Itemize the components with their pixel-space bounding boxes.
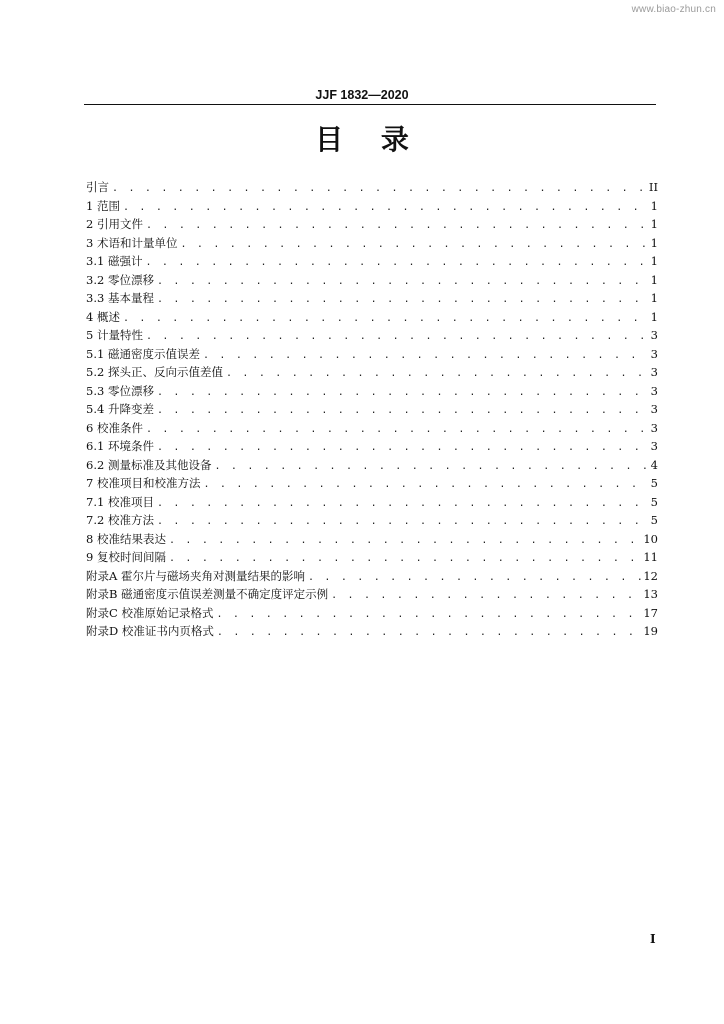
toc-dot-leader <box>214 458 648 477</box>
toc-entry[interactable] <box>86 622 658 641</box>
toc-entry-label: 1 范围 <box>86 198 120 213</box>
toc-entry[interactable] <box>86 271 658 290</box>
toc-entry-page: 1 <box>650 235 658 250</box>
toc-dot-leader <box>157 384 648 403</box>
toc-dot-leader <box>123 310 648 329</box>
toc-entry[interactable] <box>86 474 658 493</box>
toc-entry[interactable] <box>86 382 658 401</box>
toc-dot-leader <box>146 328 648 347</box>
toc-dot-leader <box>169 532 641 551</box>
toc-entry[interactable] <box>86 326 658 345</box>
standard-code-header: JJF 1832—2020 <box>315 88 409 102</box>
toc-entry-page: 5 <box>650 476 658 490</box>
toc-entry-label: 3.2 零位漂移 <box>86 272 154 287</box>
toc-entry-label: 附录C 校准原始记录格式 <box>86 605 214 620</box>
toc-entry-page: 13 <box>643 587 658 601</box>
toc-entry[interactable] <box>86 567 658 586</box>
toc-entry-label: 5 计量特性 <box>86 328 143 342</box>
toc-entry[interactable] <box>86 419 658 438</box>
toc-entry-label: 6.2 测量标准及其他设备 <box>86 457 212 472</box>
toc-entry-page: 1 <box>650 254 658 268</box>
toc-entry[interactable] <box>86 289 658 308</box>
toc-entry-label: 2 引用文件 <box>86 217 143 231</box>
toc-entry-page: 3 <box>650 420 658 435</box>
toc-entry-label: 7.2 校准方法 <box>86 513 154 527</box>
toc-entry-label: 7.1 校准项目 <box>86 494 154 509</box>
toc-entry[interactable] <box>86 511 658 530</box>
toc-entry[interactable] <box>86 308 658 327</box>
toc-dot-leader <box>123 199 648 218</box>
toc-entry-page: 5 <box>650 513 658 527</box>
toc-dot-leader <box>146 421 648 440</box>
toc-entry-label: 3.3 基本量程 <box>86 291 154 305</box>
toc-dot-leader <box>203 347 648 366</box>
toc-entry-page: 1 <box>650 291 658 305</box>
toc-entry[interactable] <box>86 363 658 382</box>
toc-dot-leader <box>157 495 648 514</box>
toc-dot-leader <box>145 254 648 273</box>
toc-entry-label: 附录D 校准证书内页格式 <box>86 624 214 638</box>
toc-dot-leader <box>157 439 648 458</box>
toc-entry-page: 3 <box>650 328 658 342</box>
toc-entry-label: 6 校准条件 <box>86 420 143 435</box>
toc-entry-page: 3 <box>650 365 658 379</box>
toc-entry-label: 9 复校时间间隔 <box>86 550 166 564</box>
toc-dot-leader <box>226 365 648 384</box>
toc-dot-leader <box>331 587 641 606</box>
toc-dot-leader <box>217 624 641 643</box>
toc-entry-page: 19 <box>643 624 658 638</box>
table-of-contents <box>86 178 658 641</box>
toc-entry-page: 3 <box>650 439 658 453</box>
toc-entry-label: 6.1 环境条件 <box>86 439 154 453</box>
toc-entry-label: 5.4 升降变差 <box>86 402 154 416</box>
toc-entry[interactable] <box>86 530 658 549</box>
toc-dot-leader <box>157 402 648 421</box>
toc-entry-page: 1 <box>650 198 658 213</box>
toc-dot-leader <box>203 476 648 495</box>
toc-entry-label: 5.3 零位漂移 <box>86 383 154 398</box>
toc-dot-leader <box>180 236 648 255</box>
toc-entry-label: 5.1 磁通密度示值误差 <box>86 346 200 361</box>
toc-entry[interactable] <box>86 437 658 456</box>
toc-entry-page: 4 <box>650 457 658 472</box>
toc-entry-page: 3 <box>650 346 658 361</box>
toc-entry[interactable] <box>86 345 658 364</box>
toc-entry-page: II <box>648 180 658 194</box>
toc-entry-page: 3 <box>650 402 658 416</box>
toc-entry[interactable] <box>86 215 658 234</box>
toc-entry-label: 附录A 霍尔片与磁场夹角对测量结果的影响 <box>86 568 305 583</box>
toc-dot-leader <box>157 513 648 532</box>
toc-entry-label: 7 校准项目和校准方法 <box>86 476 201 490</box>
toc-dot-leader <box>308 569 641 588</box>
toc-entry[interactable] <box>86 252 658 271</box>
toc-entry-label: 8 校准结果表达 <box>86 531 166 546</box>
header-rule <box>84 104 656 105</box>
toc-entry-label: 5.2 探头正、反向示值差值 <box>86 365 223 379</box>
toc-entry[interactable] <box>86 456 658 475</box>
toc-entry[interactable] <box>86 585 658 604</box>
toc-entry-label: 附录B 磁通密度示值误差测量不确定度评定示例 <box>86 587 329 601</box>
toc-entry-page: 3 <box>650 383 658 398</box>
toc-dot-leader <box>157 291 648 310</box>
page-number: I <box>650 932 656 946</box>
toc-dot-leader <box>216 606 641 625</box>
toc-entry[interactable] <box>86 493 658 512</box>
toc-entry-page: 10 <box>643 531 658 546</box>
toc-dot-leader <box>112 180 647 199</box>
toc-entry[interactable] <box>86 197 658 216</box>
toc-entry-label: 引言 <box>86 180 109 194</box>
toc-entry[interactable] <box>86 234 658 253</box>
watermark-text: www.biao-zhun.cn <box>631 4 716 15</box>
toc-entry-page: 12 <box>643 568 658 583</box>
page-title: 目 录 <box>315 123 423 156</box>
toc-entry-label: 4 概述 <box>86 309 120 324</box>
toc-dot-leader <box>146 217 648 236</box>
toc-entry-page: 1 <box>650 309 658 324</box>
toc-entry-page: 5 <box>650 494 658 509</box>
toc-entry-page: 1 <box>650 217 658 231</box>
toc-entry[interactable] <box>86 604 658 623</box>
toc-entry-label: 3.1 磁强计 <box>86 254 143 268</box>
toc-dot-leader <box>157 273 648 292</box>
toc-entry[interactable] <box>86 178 658 197</box>
toc-entry-page: 1 <box>650 272 658 287</box>
toc-entry[interactable] <box>86 400 658 419</box>
toc-entry-page: 17 <box>643 605 658 620</box>
toc-entry-label: 3 术语和计量单位 <box>86 235 178 250</box>
toc-entry[interactable] <box>86 548 658 567</box>
toc-entry-page: 11 <box>643 550 658 564</box>
